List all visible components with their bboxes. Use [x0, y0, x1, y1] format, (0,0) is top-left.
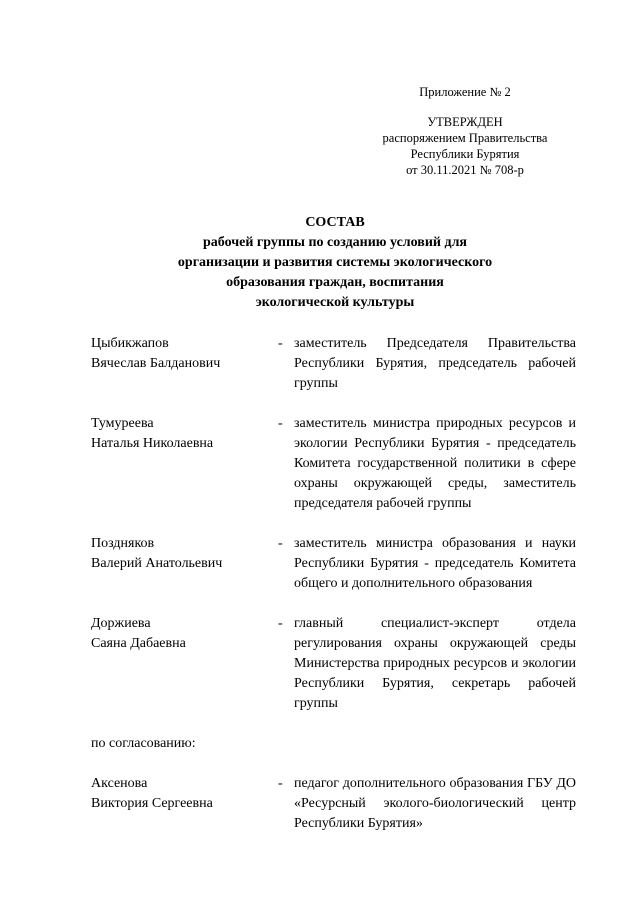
member-row: [91, 614, 576, 714]
member-row: [91, 414, 576, 514]
approval-line-1: распоряжением Правительства: [382, 131, 548, 145]
member-dash: -: [278, 536, 283, 551]
member-dash: -: [278, 776, 283, 791]
member-role: заместитель Председателя Правительства Республики Бурятия, председатель рабочей группы: [294, 336, 576, 391]
approval-stamp: [340, 84, 590, 178]
agreement-note: по согласованию:: [91, 736, 196, 751]
member-role: заместитель министра природных ресурсов и экологии Республики Бурятия - председатель Комитета государственной политики в сфере охраны окружающей среды, заместитель председателя рабочей группы: [294, 416, 576, 511]
approved-label: УТВЕРЖДЕН: [427, 115, 503, 129]
title-heading: СОСТАВ: [305, 215, 365, 230]
member-role: педагог дополнительного образования ГБУ ДО «Ресурсный эколого-биологический центр Республики Бурятия»: [294, 776, 576, 831]
member-dash: -: [278, 336, 283, 351]
agreed-member-row: [91, 774, 576, 834]
approval-line-3: от 30.11.2021 № 708-р: [406, 163, 524, 177]
member-name: Поздняков Валерий Анатольевич: [91, 536, 223, 571]
member-dash: -: [278, 416, 283, 431]
members-list: [91, 334, 576, 834]
member-row: [91, 534, 576, 594]
member-name: Тумуреева Наталья Николаевна: [91, 416, 214, 451]
title-subtitle: рабочей группы по созданию условий для организации и развития системы экологического образования граждан, воспитания экологической культуры: [177, 235, 493, 310]
member-dash: -: [278, 616, 283, 631]
member-role: заместитель министра образования и науки Республики Бурятия - председатель Комитета общего и дополнительного образования: [294, 536, 576, 591]
member-row: [91, 334, 576, 394]
document-title: [100, 213, 570, 313]
approval-line-2: Республики Бурятия: [410, 147, 520, 161]
member-name: Доржиева Саяна Дабаевна: [91, 616, 186, 651]
member-name: Аксенова Виктория Сергеевна: [91, 776, 213, 811]
member-name: Цыбикжапов Вячеслав Балданович: [91, 336, 221, 371]
member-role: главный специалист-эксперт отдела регулирования охраны окружающей среды Министерства природных ресурсов и экологии Республики Бурятия, секретарь рабочей группы: [294, 616, 576, 711]
annex-number: Приложение № 2: [419, 85, 511, 99]
